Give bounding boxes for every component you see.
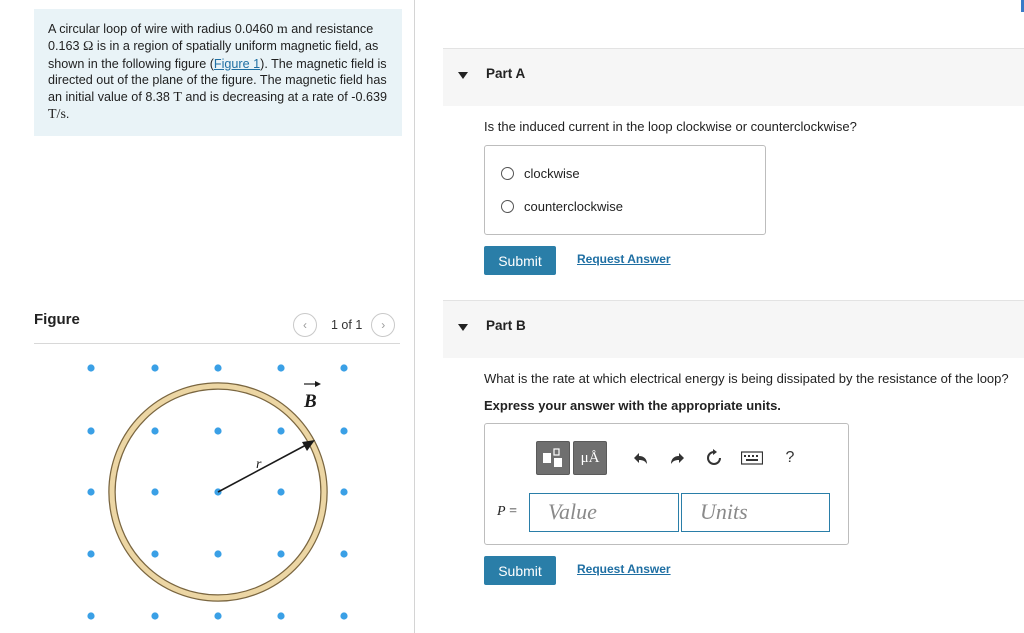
units-button[interactable] (573, 441, 607, 475)
option-counterclockwise[interactable] (501, 199, 623, 214)
redo-icon (669, 451, 685, 465)
variable-label: P = (497, 504, 517, 519)
value-input[interactable]: Value (529, 493, 679, 532)
answer-entry-box (484, 423, 849, 545)
part-a-title: Part A (486, 66, 526, 81)
option-label: clockwise (524, 166, 580, 181)
figure-link[interactable]: Figure 1 (213, 56, 261, 71)
magnetic-field-figure (34, 344, 400, 633)
units-label: μÅ (580, 449, 600, 466)
column-divider (414, 0, 415, 633)
chevron-left-icon: ‹ (303, 318, 307, 332)
part-b-title: Part B (486, 318, 526, 333)
collapse-caret-icon (458, 324, 468, 331)
help-button[interactable] (778, 447, 802, 469)
part-b-question: What is the rate at which electrical energy is being dissipated by the resistance of the loop? (484, 371, 1009, 386)
reset-button[interactable] (702, 447, 726, 469)
part-b-submit-button[interactable]: Submit (484, 556, 556, 585)
radio-counterclockwise[interactable] (501, 200, 514, 213)
part-a-question: Is the induced current in the loop clockwise or counterclockwise? (484, 119, 857, 134)
field-vector-label (303, 381, 321, 412)
radio-clockwise[interactable] (501, 167, 514, 180)
part-b-request-answer-link[interactable]: Request Answer (577, 562, 671, 576)
collapse-caret-icon (458, 72, 468, 79)
answer-choices (484, 145, 766, 235)
field-label: B (304, 391, 317, 412)
option-label: counterclockwise (524, 199, 623, 214)
radius-label: r (256, 457, 262, 472)
prev-figure-button[interactable] (293, 313, 317, 337)
keyboard-icon (741, 451, 763, 465)
radius-arrow (218, 440, 315, 492)
problem-statement: A circular loop of wire with radius 0.0460 m and resistance 0.163 Ω is in a region of spatially uniform magnetic field, as shown in the following figure (Figure 1). The magnetic field is directed out of the plane of the figure. The magnetic field has an initial value of 8.38 T and is decreasing at a rate of -0.639 T/s. (34, 9, 402, 136)
unit-rate: T/s (48, 107, 66, 123)
part-b-instruction: Express your answer with the appropriate units. (484, 398, 781, 413)
option-clockwise[interactable] (501, 166, 580, 181)
templates-button[interactable] (536, 441, 570, 475)
part-a-header[interactable] (443, 48, 1024, 106)
reset-icon (705, 449, 723, 467)
figure-page-count: 1 of 1 (331, 318, 363, 332)
keyboard-button[interactable] (740, 447, 764, 469)
help-icon: ? (785, 449, 795, 466)
part-b-header[interactable] (443, 300, 1024, 358)
figure-pager (293, 313, 395, 337)
unit-meter: m (276, 22, 288, 37)
undo-button[interactable] (629, 447, 653, 469)
unit-tesla: T (173, 89, 182, 105)
figure-title: Figure (34, 311, 80, 328)
part-a-request-answer-link[interactable]: Request Answer (577, 252, 671, 266)
unit-ohm: Ω (83, 39, 94, 55)
next-figure-button[interactable] (371, 313, 395, 337)
chevron-right-icon: › (381, 318, 386, 332)
units-input[interactable]: Units (681, 493, 830, 532)
undo-icon (633, 451, 649, 465)
part-a-submit-button[interactable]: Submit (484, 246, 556, 275)
redo-button[interactable] (665, 447, 689, 469)
templates-icon (540, 447, 566, 469)
